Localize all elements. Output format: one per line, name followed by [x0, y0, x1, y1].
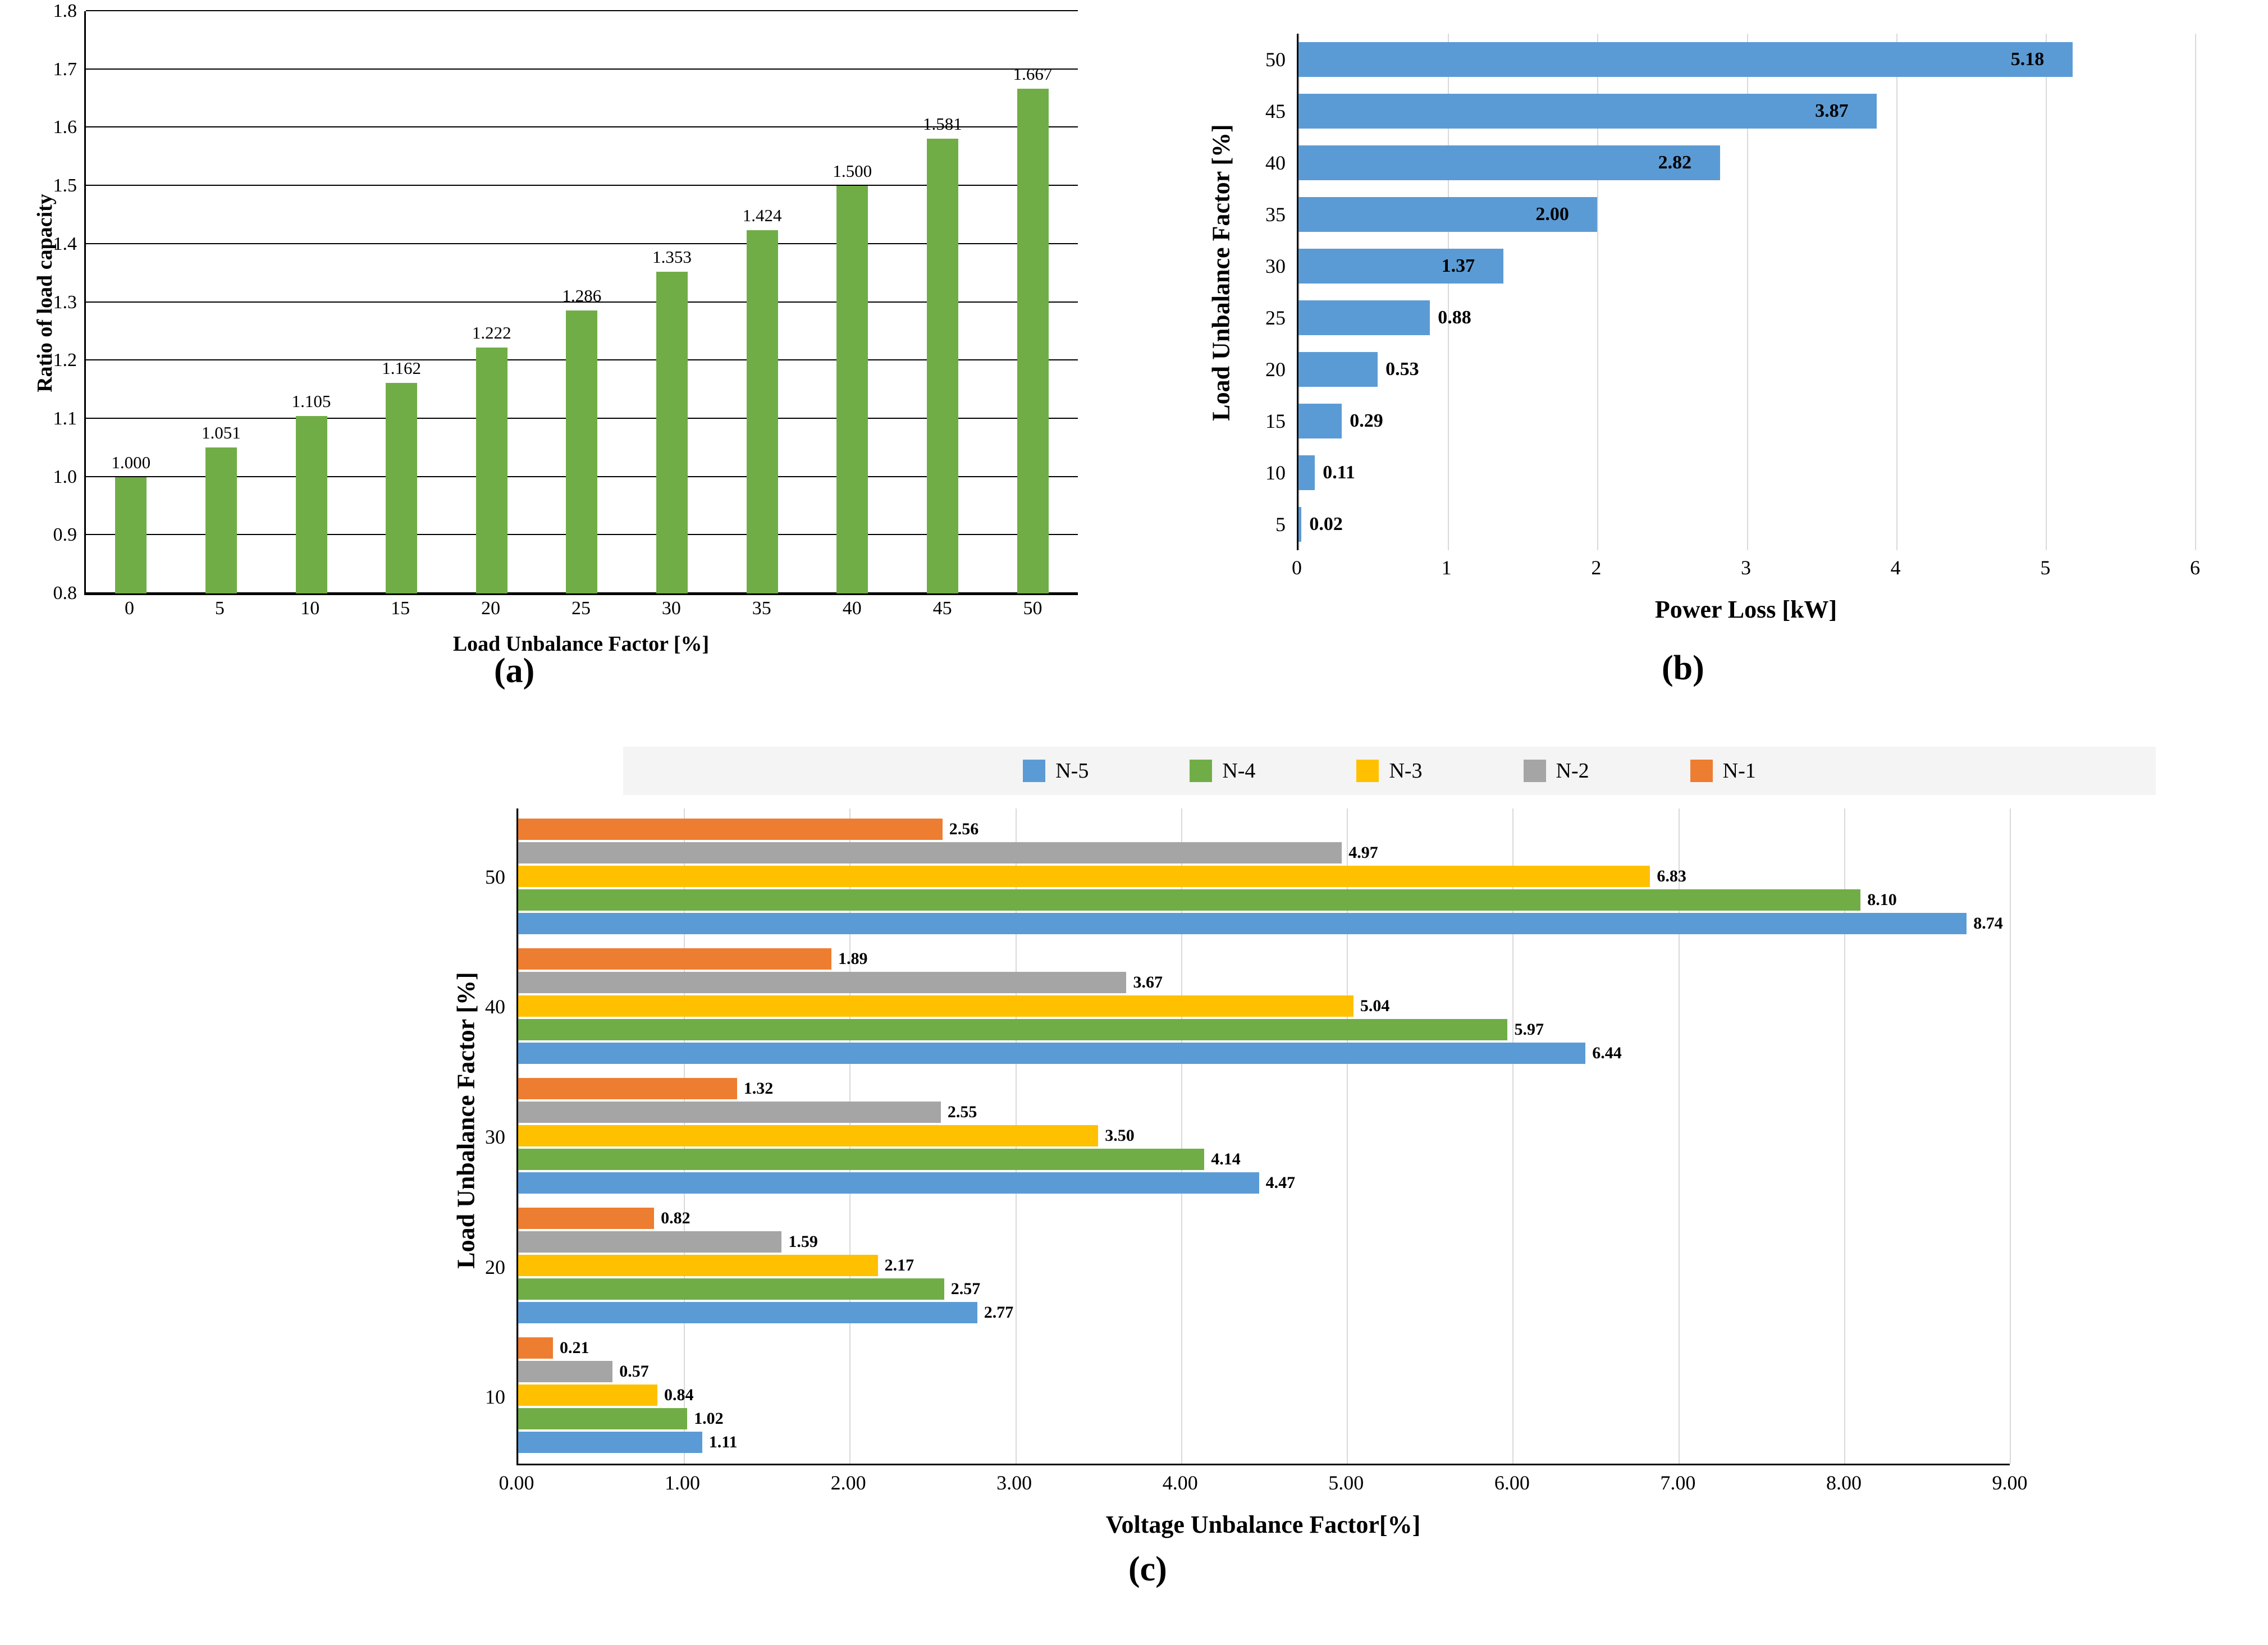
bar	[518, 948, 831, 970]
bar	[927, 139, 958, 593]
bar-row	[518, 1361, 2010, 1382]
y-tick-label: 1.0	[53, 466, 77, 487]
bar-row	[518, 1408, 2010, 1429]
panel-a-caption: (a)	[494, 652, 535, 690]
y-tick-label: 50	[1265, 48, 1286, 71]
bar-row	[518, 842, 2010, 863]
y-tick-label: 1.8	[53, 1, 77, 21]
y-tick-label: 40	[1265, 151, 1286, 174]
y-tick-label: 35	[1265, 203, 1286, 226]
bar	[518, 866, 1650, 887]
bar	[518, 1255, 878, 1276]
panel-c-x-tick-labels	[499, 1471, 2028, 1499]
x-tick-label: 5	[214, 598, 225, 619]
bar-group	[518, 819, 2010, 935]
bar	[518, 1019, 1507, 1040]
bar-value-label: 0.84	[664, 1386, 694, 1405]
bar-value-label: 1.11	[708, 1433, 738, 1452]
bar	[1298, 94, 1877, 129]
bar-value-label: 6.83	[1657, 867, 1686, 886]
x-tick-label: 25	[571, 598, 591, 619]
bar-row	[1298, 88, 2195, 135]
legend-swatch	[1190, 760, 1212, 782]
legend-item[interactable]	[1023, 758, 1089, 783]
bar-row	[518, 889, 2010, 911]
bar-row	[518, 1078, 2010, 1099]
bar-value-label: 4.97	[1348, 843, 1378, 862]
x-tick-label: 20	[481, 598, 501, 619]
bar-row	[1298, 140, 2195, 186]
legend-swatch	[1690, 760, 1713, 782]
bar	[836, 186, 868, 593]
panel-b-plot-area	[1297, 34, 2195, 550]
legend-swatch	[1023, 760, 1045, 782]
bar-value-label: 1.051	[202, 422, 241, 442]
bar	[518, 889, 1860, 911]
bar	[205, 447, 237, 593]
panel-c-legend	[623, 747, 2156, 795]
legend-item[interactable]	[1356, 758, 1422, 783]
chart-panel-b	[1156, 0, 2268, 691]
bar-value-label: 3.87	[1815, 100, 1849, 121]
bar-value-label: 2.77	[984, 1303, 1014, 1322]
bar	[518, 1361, 612, 1382]
y-tick-label: 0.9	[53, 524, 77, 546]
bar-value-label: 1.353	[652, 246, 692, 267]
legend-label: N-3	[1389, 759, 1423, 783]
bar-value-label: 2.00	[1535, 203, 1569, 225]
bar	[518, 972, 1126, 993]
bar	[115, 477, 147, 593]
gridline	[2010, 808, 2011, 1464]
bar-row	[518, 819, 2010, 840]
panel-b-x-axis-title: Power Loss [kW]	[1654, 596, 1837, 623]
bar	[518, 1208, 654, 1229]
bar-value-label: 1.105	[291, 391, 331, 411]
bar-value-label: 0.88	[1438, 307, 1471, 328]
bar	[518, 1408, 687, 1429]
legend-swatch	[1524, 760, 1546, 782]
bar-value-label: 2.82	[1658, 152, 1692, 173]
y-tick-label: 1.3	[53, 291, 77, 313]
x-tick-label: 9.00	[1992, 1472, 2028, 1494]
bar	[1298, 404, 1342, 438]
bar	[518, 1149, 1204, 1170]
y-tick-label: 0.8	[53, 583, 77, 604]
bar	[518, 1302, 977, 1323]
y-tick-label: 30	[485, 1125, 505, 1148]
y-tick-label: 20	[485, 1255, 505, 1278]
x-tick-label: 1	[1441, 556, 1452, 579]
bar-row	[1298, 450, 2195, 496]
bar	[747, 230, 778, 593]
x-tick-label: 15	[391, 598, 410, 619]
bar	[518, 1337, 553, 1359]
bar	[656, 272, 688, 593]
bar	[518, 995, 1354, 1017]
bar-row	[1298, 398, 2195, 445]
x-tick-label: 6.00	[1494, 1472, 1530, 1494]
bar-value-label: 0.02	[1309, 513, 1343, 534]
panel-a-bars	[86, 11, 1078, 593]
bar	[296, 416, 327, 593]
bar-row	[518, 948, 2010, 970]
bar-column	[537, 11, 627, 593]
chart-panel-a	[0, 0, 1083, 691]
legend-item[interactable]	[1190, 758, 1255, 783]
bar	[518, 1231, 781, 1253]
bar-row	[518, 1149, 2010, 1170]
x-tick-label: 35	[752, 598, 771, 619]
y-tick-label: 10	[485, 1386, 505, 1409]
y-tick-label: 1.6	[53, 117, 77, 138]
bar-row	[518, 1208, 2010, 1229]
bar-column	[628, 11, 717, 593]
legend-item[interactable]	[1690, 758, 1756, 783]
bar-value-label: 1.37	[1441, 255, 1475, 276]
bar-value-label: 5.97	[1514, 1020, 1544, 1039]
bar-row	[1298, 243, 2195, 290]
bar	[1298, 507, 1301, 542]
x-tick-label: 50	[1023, 598, 1042, 619]
x-tick-label: 7.00	[1660, 1472, 1696, 1494]
bar-row	[518, 866, 2010, 887]
y-tick-label: 1.7	[53, 58, 77, 80]
bar-column	[717, 11, 807, 593]
bar-value-label: 4.47	[1265, 1173, 1296, 1192]
bar	[476, 348, 507, 593]
bar-value-label: 2.56	[949, 820, 979, 839]
panel-c-x-axis-title: Voltage Unbalance Factor[%]	[1105, 1511, 1421, 1538]
y-tick-label: 1.1	[53, 408, 77, 429]
panel-b-y-axis-title: Load Unbalance Factor [%]	[1207, 124, 1235, 421]
bar	[1298, 300, 1430, 335]
bar	[1298, 145, 1720, 180]
bar-group	[518, 1078, 2010, 1195]
bar-value-label: 1.500	[833, 161, 872, 181]
bar-value-label: 0.29	[1350, 410, 1383, 431]
bar-row	[1298, 191, 2195, 238]
y-tick-label: 20	[1265, 358, 1286, 381]
bar-row	[518, 1231, 2010, 1253]
x-tick-label: 0	[124, 598, 134, 619]
bar	[1298, 352, 1378, 387]
bar	[518, 1432, 702, 1453]
bar	[518, 1043, 1585, 1064]
y-tick-label: 1.4	[53, 233, 77, 254]
x-tick-label: 1.00	[665, 1472, 701, 1494]
bar-row	[518, 1337, 2010, 1359]
x-tick-label: 8.00	[1826, 1472, 1862, 1494]
bar-column	[357, 11, 446, 593]
bar-value-label: 1.000	[111, 452, 151, 472]
panel-a-x-axis-title: Load Unbalance Factor [%]	[452, 632, 710, 656]
bar-column	[808, 11, 897, 593]
bar	[1298, 455, 1315, 490]
bar	[1298, 42, 2073, 77]
bar-row	[1298, 501, 2195, 548]
panel-c-bar-groups	[518, 808, 2010, 1464]
bar-value-label: 0.82	[661, 1209, 691, 1228]
x-tick-label: 40	[842, 598, 862, 619]
x-tick-label: 4.00	[1162, 1472, 1198, 1494]
x-tick-label: 0.00	[499, 1472, 534, 1494]
legend-swatch	[1356, 760, 1379, 782]
bar-value-label: 5.04	[1360, 997, 1390, 1016]
bar-column	[447, 11, 536, 593]
y-tick-label: 1.5	[53, 175, 77, 197]
gridline	[2195, 34, 2196, 550]
bar-row	[518, 1302, 2010, 1323]
bar-group	[518, 1208, 2010, 1324]
legend-label: N-4	[1222, 759, 1256, 783]
bar-row	[518, 1102, 2010, 1123]
y-tick-label: 50	[485, 865, 505, 888]
bar-group	[518, 1337, 2010, 1454]
bar-value-label: 1.667	[1013, 63, 1053, 84]
y-tick-label: 45	[1265, 99, 1286, 122]
bar-row	[518, 1255, 2010, 1276]
bar	[566, 310, 597, 593]
bar-column	[267, 11, 356, 593]
panel-c-caption: (c)	[1128, 1550, 1167, 1588]
x-tick-label: 5.00	[1328, 1472, 1364, 1494]
bar-value-label: 1.162	[382, 358, 422, 378]
panel-a-y-axis-title: Ratio of load capacity	[33, 194, 57, 392]
panel-b-bars	[1298, 34, 2195, 550]
bar	[518, 1278, 944, 1300]
panel-b-caption: (b)	[1662, 649, 1704, 687]
bar-row	[518, 1043, 2010, 1064]
bar-value-label: 2.17	[884, 1256, 914, 1275]
bar-group	[518, 948, 2010, 1065]
bar-row	[518, 1019, 2010, 1040]
x-tick-label: 0	[1292, 556, 1302, 579]
legend-label: N-5	[1055, 759, 1089, 783]
x-tick-label: 2.00	[830, 1472, 866, 1494]
bar-value-label: 0.53	[1386, 358, 1419, 380]
x-tick-label: 4	[1890, 556, 1901, 579]
x-tick-label: 2	[1591, 556, 1602, 579]
bar-value-label: 8.10	[1867, 890, 1897, 910]
x-tick-label: 3	[1741, 556, 1751, 579]
y-tick-label: 5	[1275, 513, 1286, 536]
y-tick-label: 25	[1265, 306, 1286, 329]
panel-b-x-tick-labels	[1292, 556, 2200, 584]
x-tick-label: 10	[300, 598, 320, 619]
bar-value-label: 3.67	[1133, 973, 1163, 992]
bar-row	[518, 1125, 2010, 1146]
bar	[518, 1102, 941, 1123]
panel-a-plot-area	[53, 1, 1078, 604]
bar-column	[898, 11, 987, 593]
bar-value-label: 0.57	[619, 1362, 649, 1381]
bar-column	[86, 11, 176, 593]
bar-value-label: 0.21	[559, 1338, 589, 1358]
bar-value-label: 4.14	[1211, 1150, 1241, 1169]
bar-row	[1298, 36, 2195, 83]
panel-c-y-axis-title: Load Unbalance Factor [%]	[452, 972, 480, 1269]
bar-value-label: 1.89	[838, 949, 868, 968]
legend-item[interactable]	[1524, 758, 1589, 783]
bar-value-label: 5.18	[2010, 48, 2045, 70]
bar-value-label: 1.581	[923, 114, 962, 134]
y-tick-label: 1.2	[53, 350, 77, 371]
bar-row	[518, 1172, 2010, 1194]
bar	[518, 1384, 657, 1406]
bar	[518, 1078, 737, 1099]
bar	[1017, 89, 1049, 593]
bar	[518, 1172, 1259, 1194]
bar-value-label: 1.424	[742, 205, 782, 225]
bar-value-label: 1.02	[694, 1409, 724, 1428]
bar-column	[176, 11, 266, 593]
bar-value-label: 1.222	[472, 323, 511, 343]
bar	[386, 383, 417, 593]
bar	[518, 842, 1342, 863]
y-tick-label: 15	[1265, 409, 1286, 432]
bar-value-label: 8.74	[1973, 914, 2003, 933]
bar-row	[518, 1278, 2010, 1300]
chart-panel-c	[404, 747, 2268, 1645]
y-tick-label: 40	[485, 995, 505, 1018]
bar-row	[518, 1384, 2010, 1406]
bar-column	[988, 11, 1077, 593]
bar-row	[518, 1432, 2010, 1453]
bar-row	[518, 995, 2010, 1017]
bar	[518, 1125, 1098, 1146]
panel-c-plot-area	[516, 808, 2010, 1465]
panel-a-x-tick-labels	[84, 598, 1078, 626]
bar-value-label: 1.59	[788, 1232, 818, 1251]
bar-row	[1298, 295, 2195, 341]
bar-value-label: 3.50	[1105, 1126, 1135, 1145]
bar-value-label: 1.32	[743, 1079, 774, 1098]
x-tick-label: 5	[2040, 556, 2051, 579]
bar-value-label: 0.11	[1323, 461, 1355, 483]
bar-value-label: 6.44	[1592, 1044, 1622, 1063]
bar-value-label: 2.57	[950, 1280, 981, 1299]
bar-row	[518, 972, 2010, 993]
bar-value-label: 2.55	[947, 1103, 977, 1122]
bar-row	[1298, 346, 2195, 393]
x-tick-label: 45	[932, 598, 952, 619]
x-tick-label: 3.00	[996, 1472, 1032, 1494]
y-tick-label: 10	[1265, 461, 1286, 484]
x-tick-label: 30	[661, 598, 681, 619]
legend-label: N-1	[1722, 759, 1756, 783]
y-tick-label: 30	[1265, 254, 1286, 277]
bar-row	[518, 913, 2010, 934]
bar	[518, 819, 943, 840]
legend-label: N-2	[1556, 759, 1589, 783]
bar-value-label: 1.286	[562, 286, 602, 306]
x-tick-label: 6	[2190, 556, 2200, 579]
bar	[518, 913, 1967, 934]
